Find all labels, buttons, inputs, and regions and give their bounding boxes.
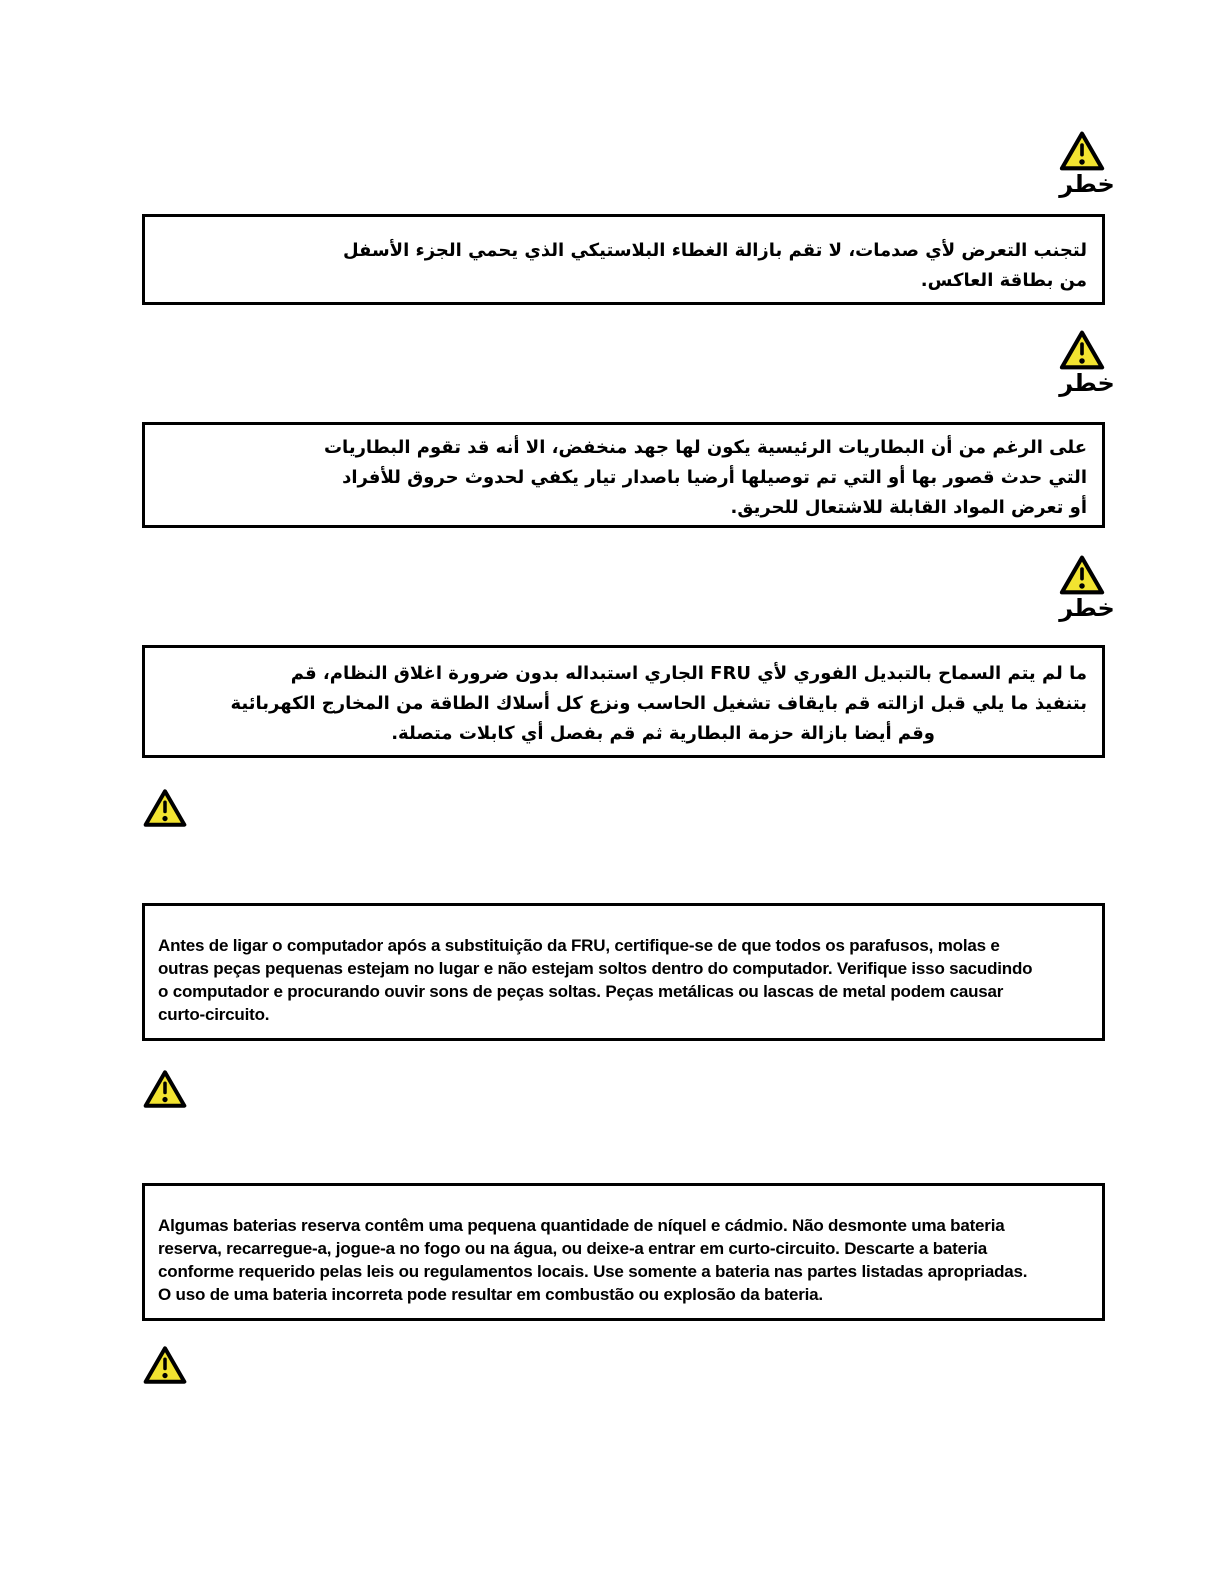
danger-warning-3: [1058, 554, 1115, 622]
danger-label-arabic: خطر: [1059, 594, 1115, 622]
notice-line: لتجنب التعرض لأي صدمات، لا تقم بازالة الغطاء البلاستيكي الذي يحمي الجزء الأسفل: [342, 240, 1087, 261]
danger-warning-4: [141, 787, 189, 829]
notice-line: o computador e procurando ouvir sons de peças soltas. Peças metálicas ou lascas de metal podem causar: [158, 982, 1004, 1001]
arabic-notice-box-3: [142, 645, 1105, 758]
notice-line: من بطاقة العاكس.: [920, 270, 1087, 291]
notice-line: curto-circuito.: [158, 1005, 270, 1024]
notice-line: Algumas baterias reserva contêm uma pequena quantidade de níquel e cádmio. Não desmonte uma bateria: [158, 1216, 1005, 1235]
notice-line: بتنفيذ ما يلي قبل ازالته قم بايقاف تشغيل الحاسب ونزع كل أسلاك الطاقة من المخارج الكهربائية: [230, 693, 1087, 714]
portuguese-notice-box-1: [142, 903, 1105, 1041]
notice-line: وقم أيضا بازالة حزمة البطارية ثم قم بفصل أي كابلات متصلة.: [391, 723, 935, 744]
danger-label-arabic: خطر: [1059, 369, 1115, 397]
warning-triangle-icon: [1059, 329, 1105, 371]
warning-triangle-icon: [1059, 130, 1105, 172]
notice-line: Antes de ligar o computador após a substituição da FRU, certifique-se de que todos os parafusos, molas e: [158, 936, 1000, 955]
warning-triangle-icon: [143, 787, 187, 829]
danger-label-arabic: خطر: [1059, 170, 1115, 198]
warning-triangle-icon: [143, 1344, 187, 1386]
danger-warning-5: [141, 1068, 189, 1110]
arabic-notice-box-1: [142, 214, 1105, 305]
danger-warning-6: [141, 1344, 189, 1386]
notice-line: التي حدث قصور بها أو التي تم توصيلها أرضيا باصدار تيار يكفي لحدوث حروق للأفراد: [342, 467, 1087, 488]
portuguese-notice-box-2: [142, 1183, 1105, 1321]
notice-line: ما لم يتم السماح بالتبديل الفوري لأي FRU الجاري استبداله بدون ضرورة اغلاق النظام، قم: [290, 663, 1087, 684]
notice-line: outras peças pequenas estejam no lugar e não estejam soltos dentro do computador. Verifique isso sacudindo: [158, 959, 1033, 978]
arabic-notice-box-2: [142, 422, 1105, 528]
warning-triangle-icon: [1059, 554, 1105, 596]
notice-line: على الرغم من أن البطاريات الرئيسية يكون لها جهد منخفض، الا أنه قد تقوم البطاريات: [323, 437, 1087, 458]
notice-line: O uso de uma bateria incorreta pode resultar em combustão ou explosão da bateria.: [158, 1285, 823, 1304]
notice-line: conforme requerido pelas leis ou regulamentos locais. Use somente a bateria nas partes listadas apropriadas.: [158, 1262, 1028, 1281]
danger-warning-2: [1058, 329, 1115, 397]
notice-line: reserva, recarregue-a, jogue-a no fogo ou na água, ou deixe-a entrar em curto-circuito. Descarte a bateria: [158, 1239, 988, 1258]
danger-warning-1: [1058, 130, 1115, 198]
warning-triangle-icon: [143, 1068, 187, 1110]
notice-line: أو تعرض المواد القابلة للاشتعال للحريق.: [730, 497, 1087, 518]
